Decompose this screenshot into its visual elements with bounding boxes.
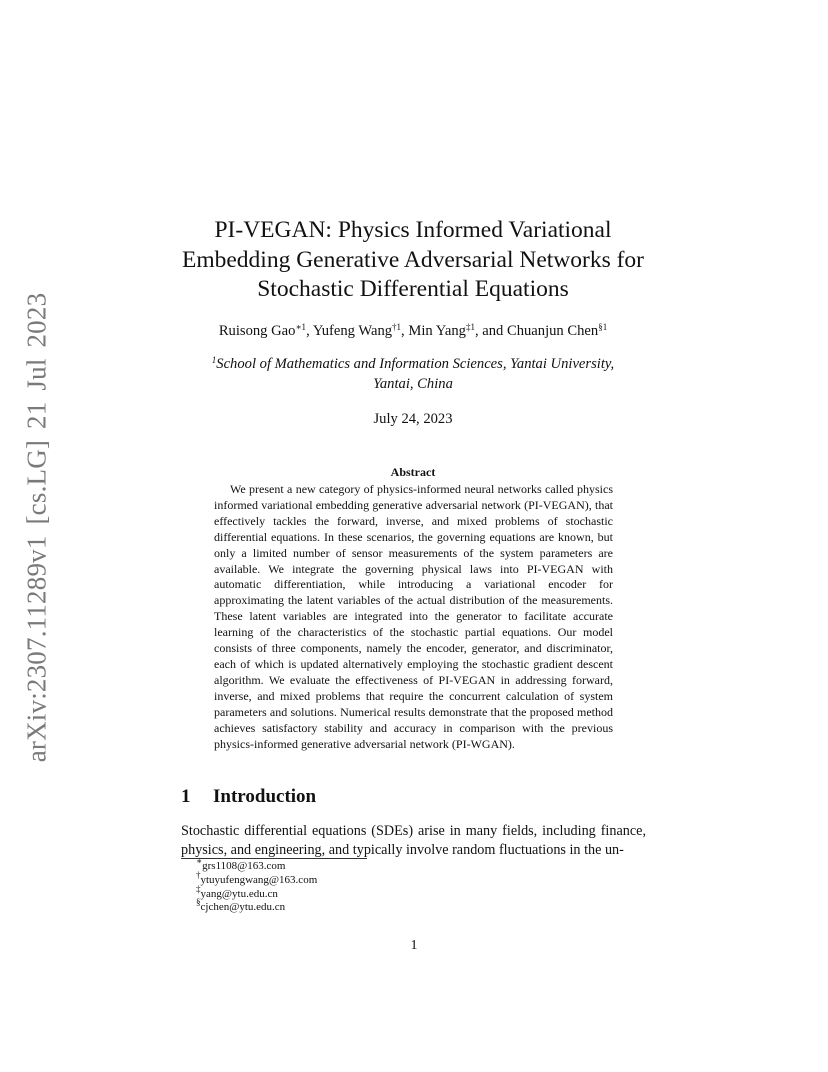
footnote-mark: ‡ bbox=[196, 883, 201, 894]
paper-title bbox=[160, 216, 666, 305]
footnote-email: yang@ytu.edu.cn bbox=[200, 887, 278, 900]
arxiv-identifier: arXiv:2307.11289v1 [cs.LG] 21 Jul 2023 bbox=[21, 292, 52, 763]
author-name: Yufeng Wang bbox=[312, 323, 393, 339]
title-line: Stochastic Differential Equations bbox=[257, 276, 569, 302]
affiliation bbox=[190, 355, 636, 394]
page-number: 1 bbox=[410, 938, 418, 953]
footnote bbox=[196, 897, 317, 915]
author-affiliation-mark: †1 bbox=[392, 322, 402, 332]
author-separator: , bbox=[401, 323, 409, 339]
footnote-email: grs1108@163.com bbox=[202, 860, 286, 872]
footnote bbox=[196, 883, 317, 902]
affiliation-text: School of Mathematics and Information Sciences, Yantai University, Yantai, China bbox=[216, 356, 615, 392]
footnote-divider bbox=[181, 858, 367, 859]
arxiv-side-stamp bbox=[11, 292, 63, 763]
author-name: Ruisong Gao bbox=[218, 323, 296, 339]
affiliation-mark: 1 bbox=[211, 355, 217, 365]
author-affiliation-mark: §1 bbox=[598, 322, 608, 332]
introduction-text: Stochastic differential equations (SDEs) arise in many fields, including finance, physics, and engineering, and typically involve random fluctuations in the un- bbox=[181, 823, 646, 858]
abstract-heading: Abstract bbox=[390, 465, 436, 479]
author-name: Min Yang bbox=[408, 323, 466, 339]
section-number: 1 bbox=[181, 786, 191, 807]
author-separator: , and bbox=[474, 323, 507, 339]
footnote-email: cjchen@ytu.edu.cn bbox=[200, 901, 286, 914]
author-affiliation-mark: ∗1 bbox=[295, 322, 307, 332]
footnote bbox=[196, 869, 318, 888]
title-line: Embedding Generative Adversarial Networks for bbox=[181, 246, 644, 273]
footnote-mark: § bbox=[196, 897, 201, 908]
abstract-text: We present a new category of physics-informed neural networks called physics informed variational embedding generative adversarial network (PI-VEGAN), that effectively tackles the forward, inverse, and mixed problems of stochastic differential equations. In these scenarios, the governing equations are known, but only a limited number of sensor measurements of the system parameters are available. We integrate the governing physical laws into PI-VEGAN with automatic differentiation, while introducing a variational encoder for approximating the latent variables of the actual distribution of the measurements. These latent variables are integrated into the generator to facilitate accurate learning of the characteristics of the stochastic partial equations. Our model consists of three components, namely the encoder, generator, and discriminator, each of which is updated alternatively employing the stochastic gradient descent algorithm. We evaluate the effectiveness of PI-VEGAN in addressing forward, inverse, and mixed problems that require the concurrent calculation of system parameters and solutions. Numerical results demonstrate that the proposed method achieves satisfactory stability and accuracy in comparison with the previous physics-informed generative adversarial network (PI-WGAN). bbox=[214, 482, 613, 751]
publication-date: July 24, 2023 bbox=[373, 411, 453, 427]
footnote bbox=[196, 856, 317, 874]
section-title: Introduction bbox=[213, 786, 317, 807]
author-separator: , bbox=[306, 323, 313, 339]
footnote-mark: ∗ bbox=[196, 856, 203, 866]
author-list bbox=[150, 321, 676, 341]
author-name: Chuanjun Chen bbox=[506, 323, 599, 339]
author-affiliation-mark: ‡1 bbox=[465, 322, 475, 332]
footnote-mark: † bbox=[196, 869, 201, 880]
footnote-email: ytuyufengwang@163.com bbox=[200, 873, 318, 886]
section-heading bbox=[181, 786, 316, 808]
title-line: PI-VEGAN: Physics Informed Variational bbox=[214, 217, 612, 243]
footnote-list bbox=[196, 856, 318, 915]
